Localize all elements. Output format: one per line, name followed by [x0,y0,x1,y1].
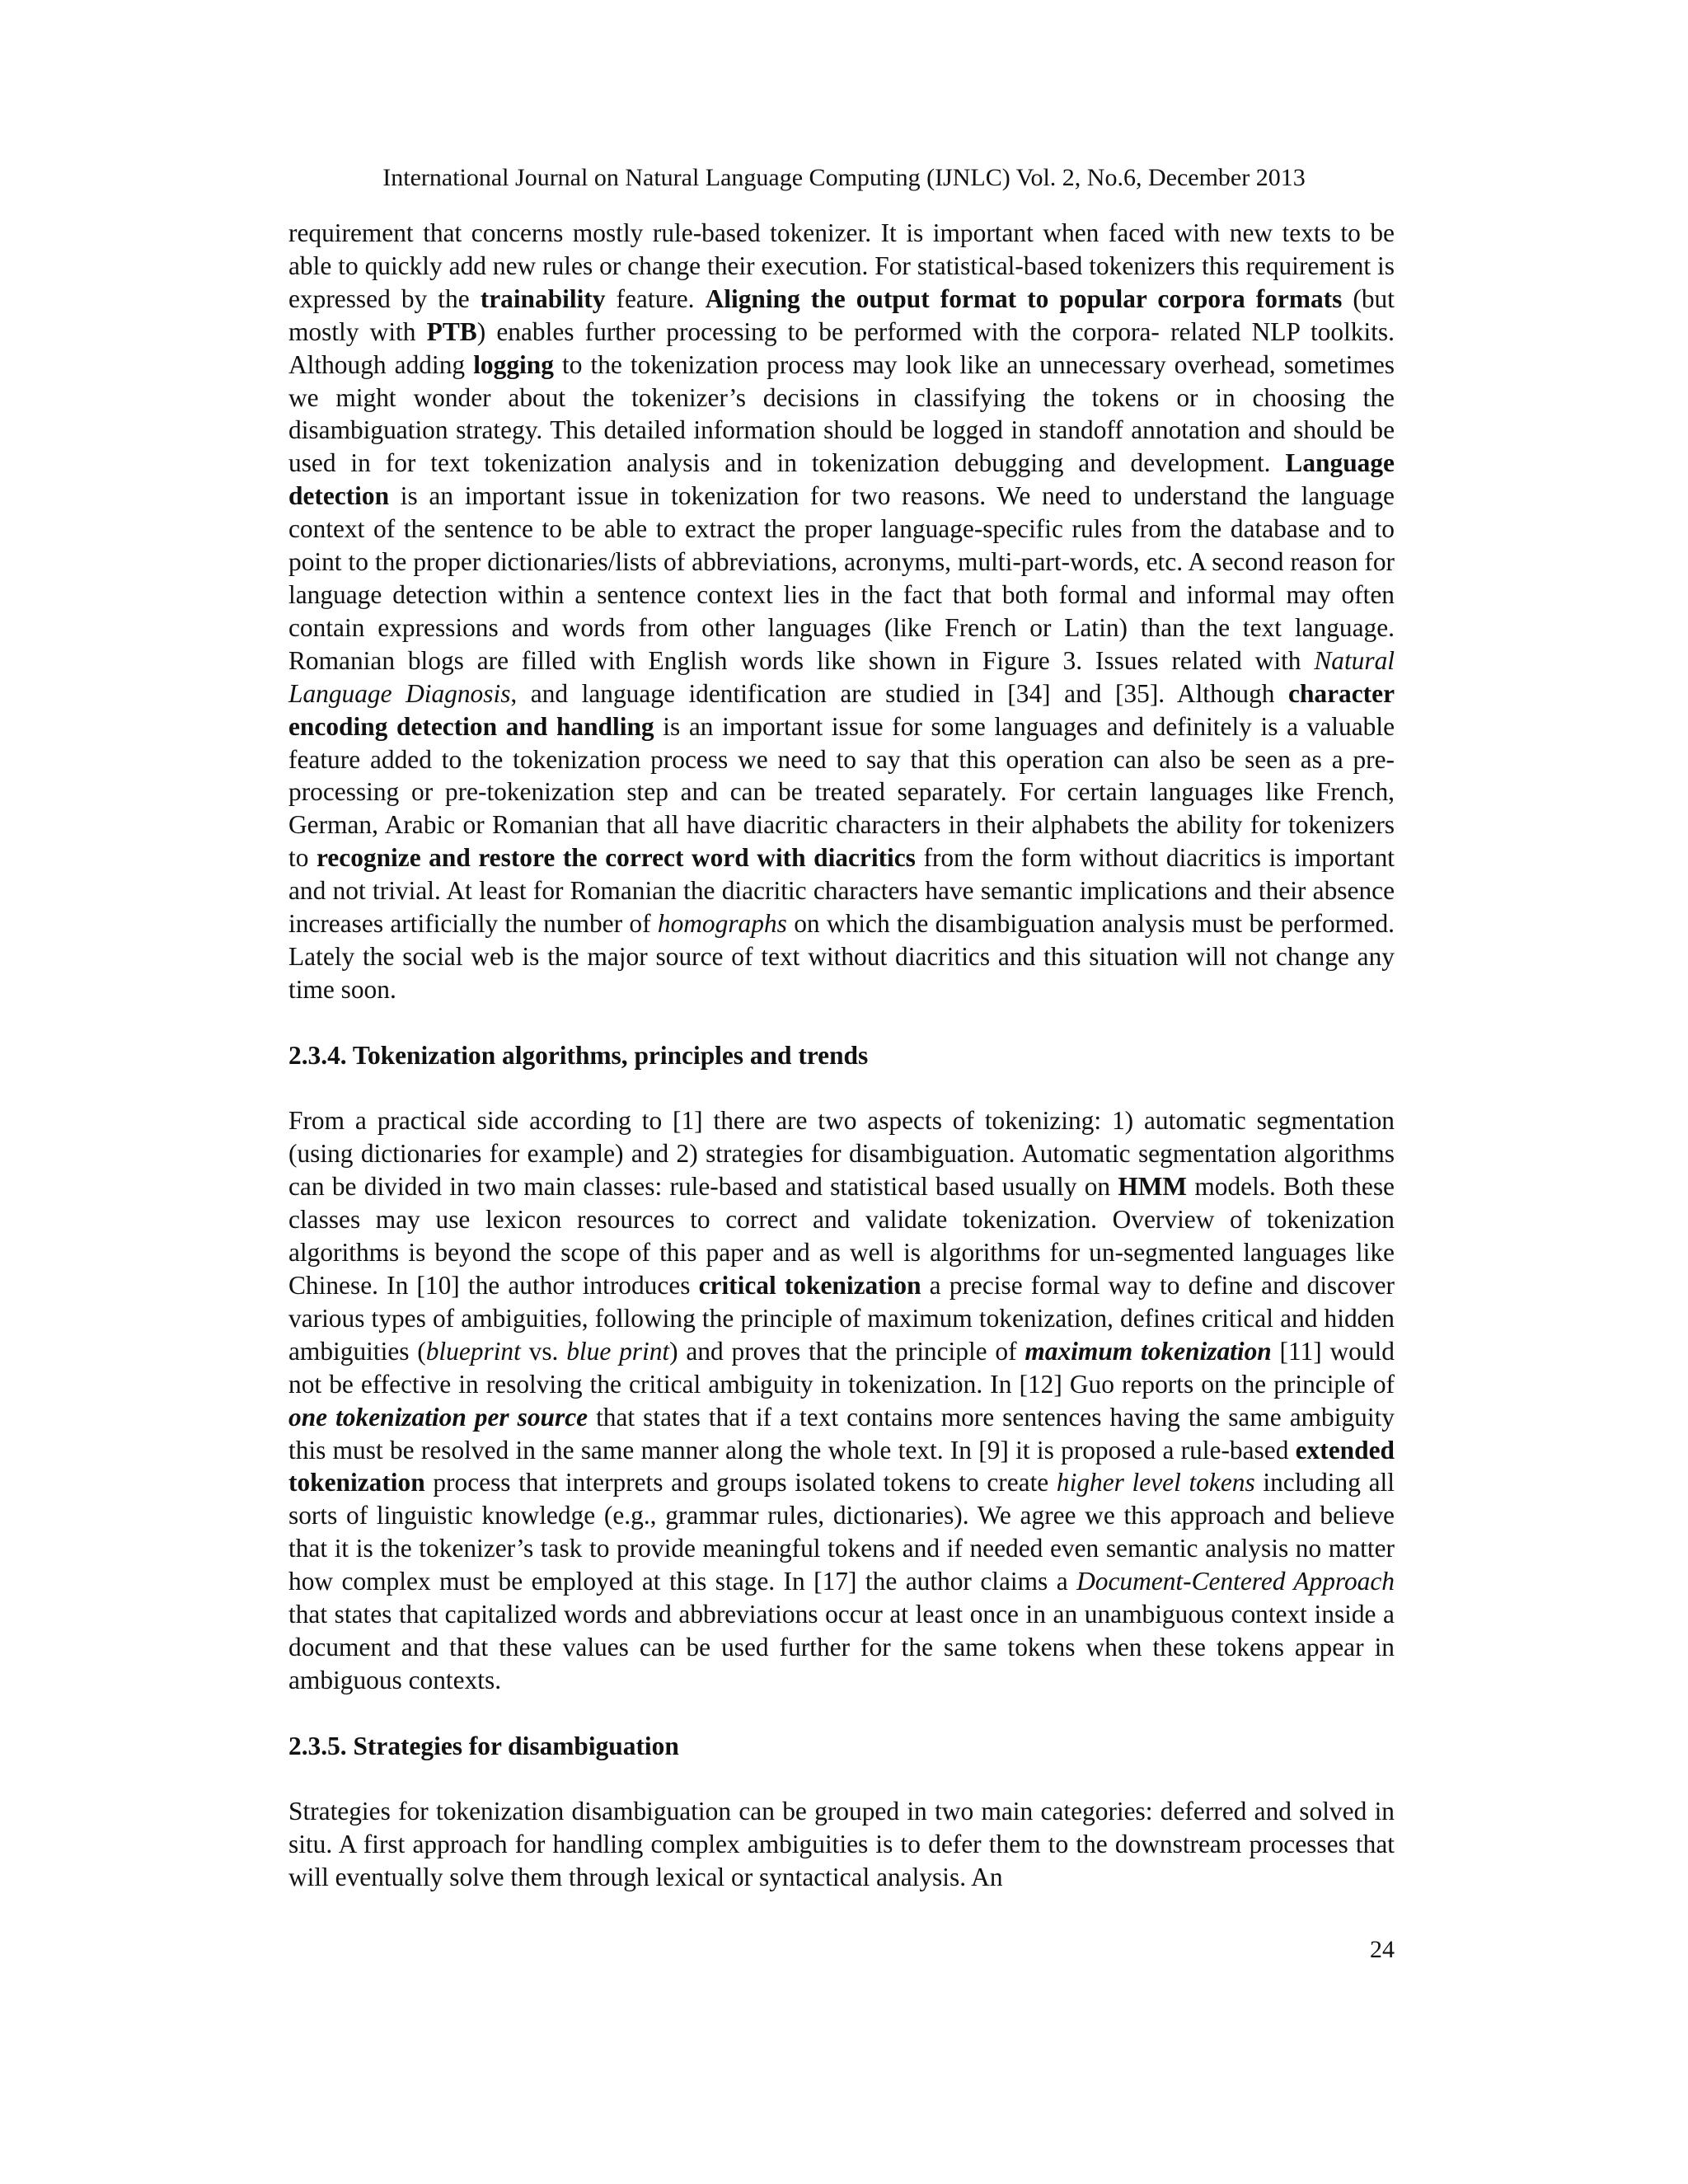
term-trainability: trainability [480,284,606,313]
term-document-centered-approach: Document-Centered Approach [1076,1567,1395,1596]
term-restore-diacritics: recognize and restore the correct word with diacritics [316,843,916,873]
term-higher-level-tokens: higher level tokens [1056,1468,1255,1497]
term-character-encoding: character encoding detection and handling [288,678,1395,741]
term-extended-tokenization: extended tokenization [288,1435,1395,1497]
term-critical-tokenization: critical tokenization [698,1270,921,1300]
term-ptb: PTB [426,316,477,346]
term-aligning-output-format: Aligning the output format to popular corpora formats [705,284,1343,313]
term-blue-print: blue print [566,1336,670,1366]
paragraph-strategies-disambiguation: Strategies for tokenization disambiguation can be grouped in two main categories: deferred and solved in situ. A first approach for handling complex ambiguities is to defer them to the downstream processes that will eventually solve them through lexical or syntactical analysis. An [288,1797,1395,1892]
section-heading-strategies-disambiguation: 2.3.5. Strategies for disambiguation [288,1731,679,1760]
term-blueprint: blueprint [425,1336,521,1366]
term-homographs: homographs [657,909,787,939]
term-maximum-tokenization: maximum tokenization [1025,1336,1272,1366]
body-text [288,217,1395,1894]
term-hmm: HMM [1118,1172,1188,1202]
paragraph-tokenizer-features: requirement that concerns mostly rule-based tokenizer. It is important when faced with new texts to be able to quickly add new rules or change their execution. For statistical-based tokenizers this requirement is expressed by the trainability feature. Aligning the output format to popular corpora formats (but mostly with PTB) enables further processing to be performed with the corpora- related NLP toolkits. Although adding logging to the tokenization process may look like an unnecessary overhead, sometimes we might wonder about the tokenizer’s decisions in classifying the tokens or in choosing the disambiguation strategy. This detailed information should be logged in standoff annotation and should be used in for text tokenization analysis and in tokenization debugging and development. Language detection is an important issue in tokenization for two reasons. We need to understand the language context of the sentence to be able to extract the proper language-specific rules from the database and to point to the proper dictionaries/lists of abbreviations, acronyms, multi-part-words, etc. A second reason for language detection within a sentence context lies in the fact that both formal and informal may often contain expressions and words from other languages (like French or Latin) than the text language. Romanian blogs are filled with English words like shown in Figure 3. Issues related with Natural Language Diagnosis, and language identification are studied in [34] and [35]. Although character encoding detection and handling is an important issue for some languages and definitely is a valuable feature added to the tokenization process we need to say that this operation can also be seen as a pre-processing or pre-tokenization step and can be treated separately. For certain languages like French, German, Arabic or Romanian that all have diacritic characters in their alphabets the ability for tokenizers to recognize and restore the correct word with diacritics from the form without diacritics is important and not trivial. At least for Romanian the diacritic characters have semantic implications and their absence increases artificially the number of homographs on which the disambiguation analysis must be performed. Lately the social web is the major source of text without diacritics and this situation will not change any time soon. [288,218,1395,1004]
section-heading-tokenization-algorithms: 2.3.4. Tokenization algorithms, principles and trends [288,1040,869,1070]
term-logging: logging [473,349,554,379]
page-number: 24 [1370,1936,1395,1963]
running-header: International Journal on Natural Language Computing (IJNLC) Vol. 2, No.6, December 2013 [382,164,1306,191]
paragraph-tokenization-algorithms: From a practical side according to [1] there are two aspects of tokenizing: 1) automatic segmentation (using dictionaries for example) and 2) strategies for disambiguation. Automatic segmentation algorithms can be divided in two main classes: rule-based and statistical based usually on HMM models. Both these classes may use lexicon resources to correct and validate tokenization. Overview of tokenization algorithms is beyond the scope of this paper and as well is algorithms for un-segmented languages like Chinese. In [10] the author introduces critical tokenization a precise formal way to define and discover various types of ambiguities, following the principle of maximum tokenization, defines critical and hidden ambiguities (blueprint vs. blue print) and proves that the principle of maximum tokenization [11] would not be effective in resolving the critical ambiguity in tokenization. In [12] Guo reports on the principle of one tokenization per source that states that if a text contains more sentences having the same ambiguity this must be resolved in the same manner along the whole text. In [9] it is proposed a rule-based extended tokenization process that interprets and groups isolated tokens to create higher level tokens including all sorts of linguistic knowledge (e.g., grammar rules, dictionaries). We agree we this approach and believe that it is the tokenizer’s task to provide meaningful tokens and if needed even semantic analysis no matter how complex must be employed at this stage. In [17] the author claims a Document-Centered Approach that states that capitalized words and abbreviations occur at least once in an unambiguous context inside a document and that these values can be used further for the same tokens when these tokens appear in ambiguous contexts. [288,1106,1395,1694]
term-language-detection: Language detection [288,448,1395,511]
term-one-tokenization-per-source: one tokenization per source [288,1402,588,1432]
term-natural-language-diagnosis: Natural Language Diagnosis [288,645,1395,708]
